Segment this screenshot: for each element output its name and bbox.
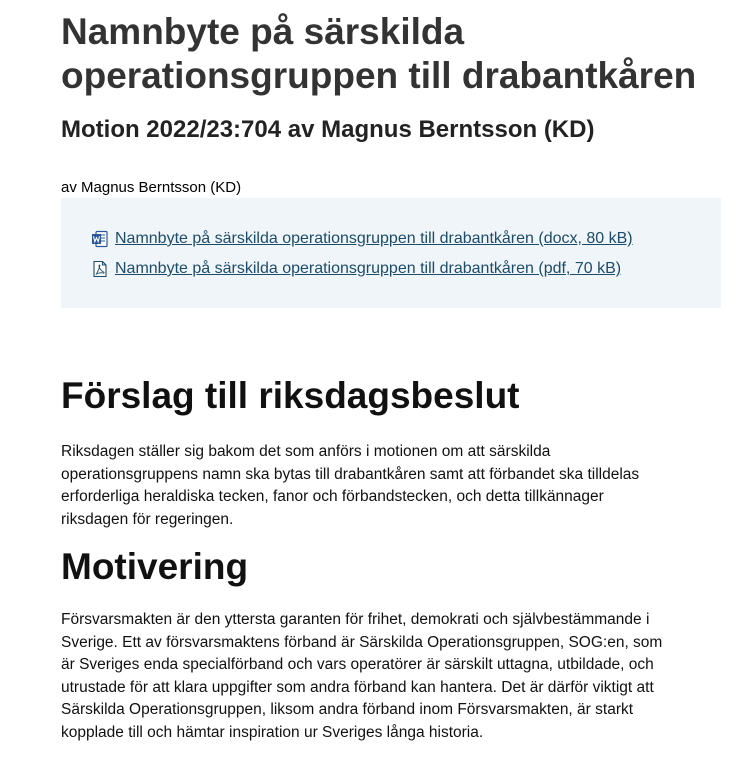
download-pdf-label: Namnbyte på särskilda operationsgruppen till drabantkåren (pdf, 70 kB) [115, 260, 622, 277]
section-text-motivering: Försvarsmakten är den yttersta garanten för frihet, demokrati och självbestämmande i Sverige. Ett av försvarsmaktens förband är Särskilda Operationsgruppen, SOG:en, som är Sveriges enda specialförband och vars operatörer är särskilt uttagna, utbildade, och utrustade för att klara uppgifter som andra förband kan hantera. Det är därför viktigt att Särskilda Operationsgruppen, liksom andra förband inom Försvarsmakten, är starkt kopplade till och hämtar inspiration ur Sveriges långa historia. [61, 611, 663, 741]
download-pdf-link[interactable] [91, 259, 621, 279]
section-text-forslag: Riksdagen ställer sig bakom det som anförs i motionen om att särskilda operationsgruppens namn ska bytas till drabantkåren samt att förbandet ska tilldelas erforderliga heraldiska tecken, fanor och förbandstecken, och detta tillkännager riksdagen för regeringen. [61, 443, 640, 528]
section-heading-motivering: Motivering [61, 546, 249, 587]
downloads-box [61, 198, 721, 308]
pdf-doc-icon [91, 260, 109, 278]
word-doc-icon [91, 230, 109, 248]
motion-subtitle: Motion 2022/23:704 av Magnus Berntsson (KD) [61, 116, 595, 143]
author-line: av Magnus Berntsson (KD) [61, 179, 242, 196]
section-heading-forslag: Förslag till riksdagsbeslut [61, 375, 520, 416]
download-docx-label: Namnbyte på särskilda operationsgruppen till drabantkåren (docx, 80 kB) [115, 230, 633, 247]
download-docx-link[interactable] [91, 229, 633, 249]
page-title: Namnbyte på särskilda operationsgruppen till drabantkåren [61, 11, 697, 96]
